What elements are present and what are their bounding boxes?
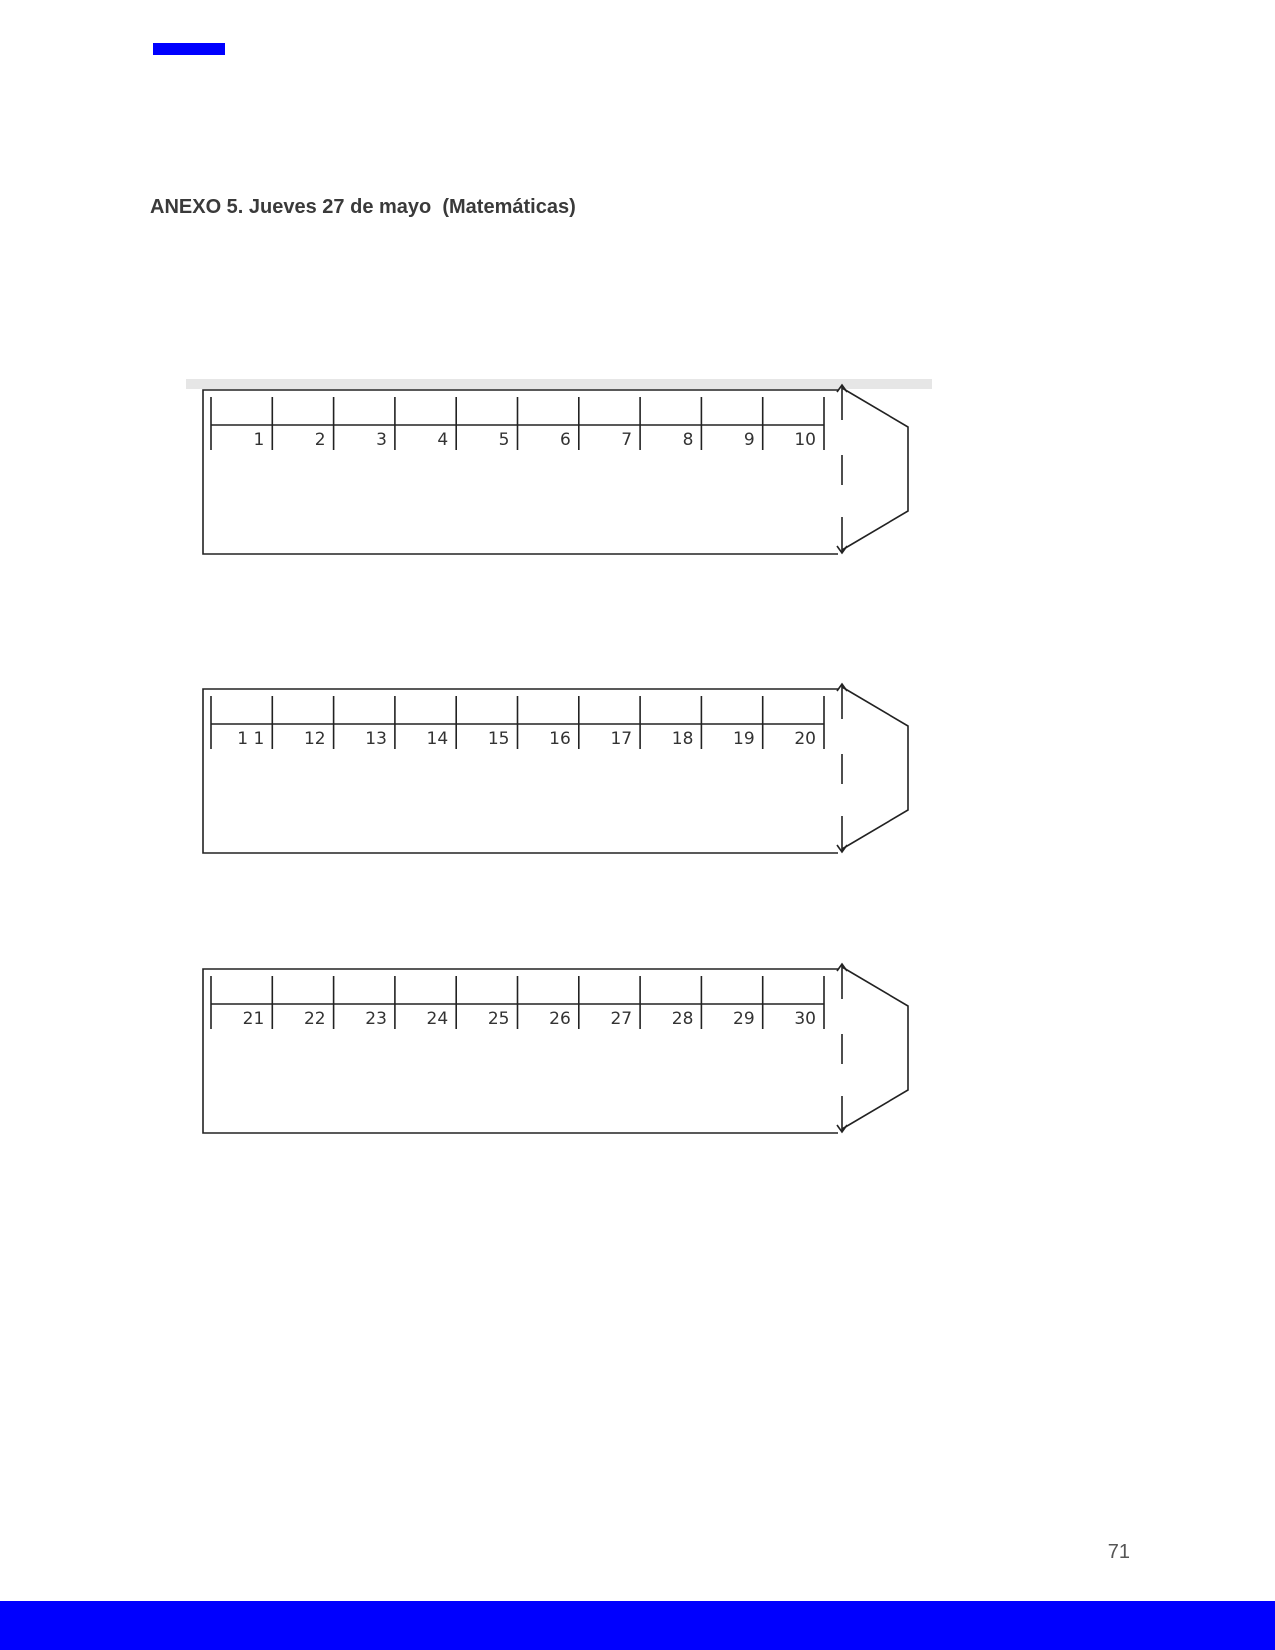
ruler-label: 20 <box>794 729 816 749</box>
ruler-label: 21 <box>242 1009 265 1029</box>
ruler-body-outline <box>203 969 838 1133</box>
ruler-label: 9 <box>743 430 755 450</box>
ruler-label: 4 <box>437 430 449 450</box>
ruler-label: 15 <box>487 729 510 749</box>
top-accent-bar <box>153 43 225 55</box>
page-title: ANEXO 5. Jueves 27 de mayo (Matemáticas) <box>150 196 576 218</box>
ruler-body-outline <box>203 390 838 554</box>
pencil-ruler-2 <box>195 684 915 856</box>
ruler-label: 8 <box>682 430 694 450</box>
footer-bar <box>0 1601 1275 1650</box>
ruler-label: 13 <box>365 729 387 749</box>
ruler-tip <box>842 687 908 849</box>
ruler-label: 30 <box>794 1009 816 1029</box>
ruler-label: 1 1 <box>237 729 265 749</box>
ruler-label: 17 <box>610 729 633 749</box>
ruler-label: 22 <box>303 1009 326 1029</box>
ruler-tip <box>842 388 908 550</box>
ruler-label: 16 <box>549 729 571 749</box>
pencil-ruler-3 <box>195 964 915 1136</box>
ruler-label: 3 <box>376 430 387 450</box>
ruler-label: 12 <box>303 729 326 749</box>
page-number: 71 <box>1107 1541 1130 1563</box>
ruler-label: 19 <box>733 729 755 749</box>
ruler-label: 23 <box>365 1009 387 1029</box>
ruler-label: 26 <box>549 1009 571 1029</box>
ruler-label: 7 <box>621 430 633 450</box>
ruler-label: 29 <box>733 1009 755 1029</box>
ruler-label: 28 <box>671 1009 694 1029</box>
ruler-label: 24 <box>426 1009 449 1029</box>
pencil-ruler-1 <box>195 385 915 557</box>
ruler-label: 27 <box>610 1009 633 1029</box>
ruler-label: 5 <box>498 430 510 450</box>
ruler-label: 1 <box>253 430 265 450</box>
ruler-body-outline <box>203 689 838 853</box>
ruler-label: 25 <box>487 1009 510 1029</box>
ruler-label: 14 <box>426 729 449 749</box>
ruler-label: 2 <box>314 430 326 450</box>
ruler-label: 10 <box>794 430 816 450</box>
ruler-tip <box>842 967 908 1129</box>
ruler-label: 18 <box>671 729 694 749</box>
ruler-label: 6 <box>559 430 571 450</box>
